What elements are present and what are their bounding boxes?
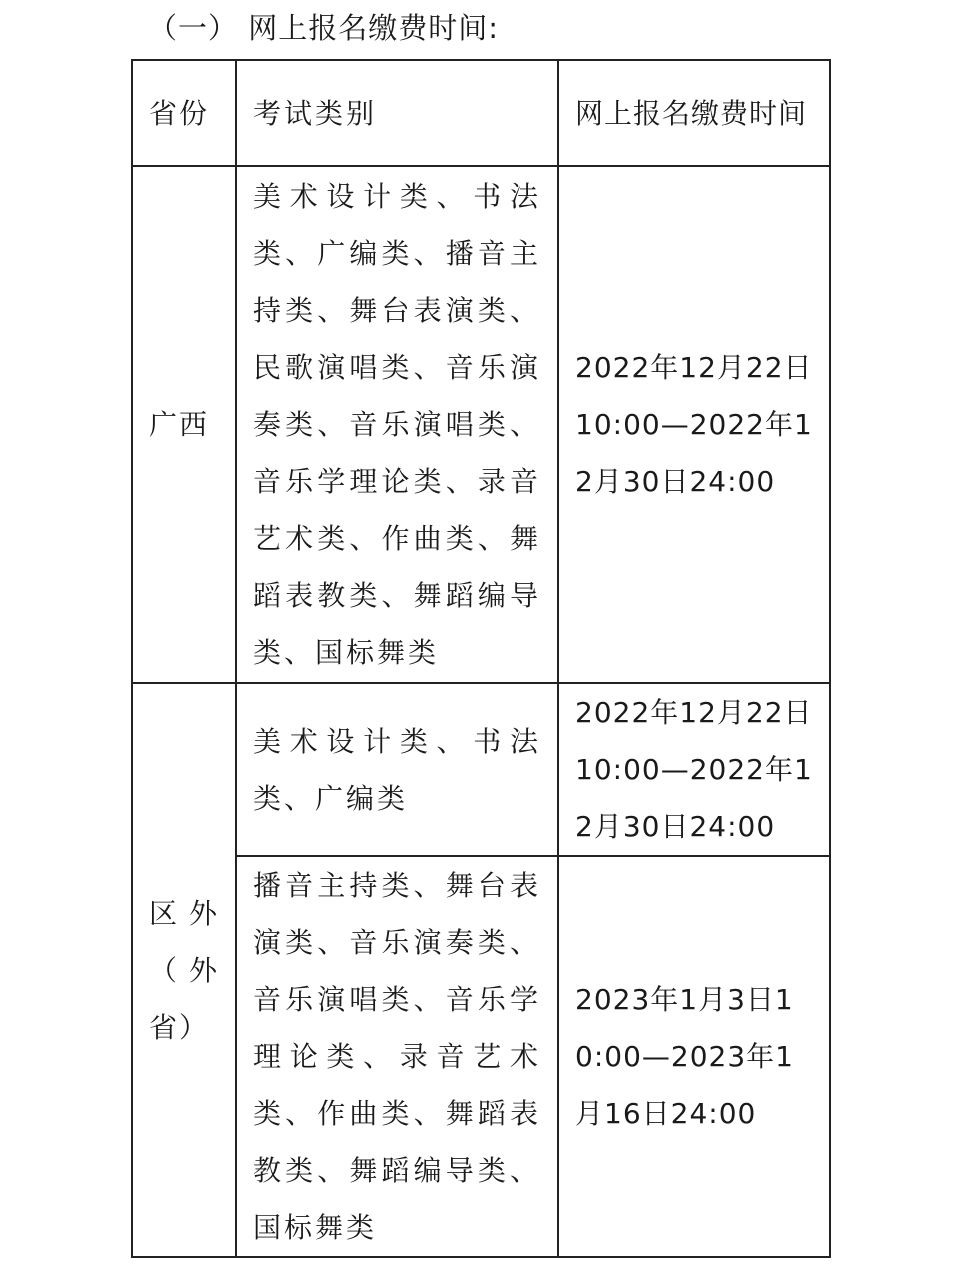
header-province-label: 省份 [149, 96, 210, 130]
time-outside-2 [558, 856, 830, 1257]
time-outside-1 [558, 683, 830, 856]
province-guangxi [132, 166, 236, 683]
time-outside-1-text: 2022年12月22日10:00—2022年12月30日24:00 [575, 696, 813, 843]
province-outside-label: 区外（外省） [149, 896, 219, 1044]
category-outside-2-text: 播音主持类、舞台表演类、音乐演奏类、音乐演唱类、音乐学理论类、录音艺术类、作曲类、舞蹈表教类、舞蹈编导类、国标舞类 [253, 869, 541, 1244]
table-header-row [132, 60, 830, 166]
header-time-label: 网上报名缴费时间 [575, 96, 808, 130]
category-guangxi-text: 美术设计类、书法类、广编类、播音主持类、舞台表演类、民歌演唱类、音乐演奏类、音乐演唱类、音乐学理论类、录音艺术类、作曲类、舞蹈表教类、舞蹈编导类、国标舞类 [253, 180, 541, 669]
category-outside-1 [236, 683, 558, 856]
table-row-outside-2 [132, 856, 830, 1257]
header-time [558, 60, 830, 166]
time-guangxi-text: 2022年12月22日10:00—2022年12月30日24:00 [575, 351, 813, 498]
header-category-label: 考试类别 [253, 96, 378, 130]
province-guangxi-label: 广西 [149, 408, 210, 441]
table-row-guangxi [132, 166, 830, 683]
registration-schedule-table [131, 59, 831, 1258]
time-outside-2-text: 2023年1月3日10:00—2023年1月16日24:00 [575, 983, 794, 1130]
table-row-outside-1 [132, 683, 830, 856]
province-outside [132, 683, 236, 1257]
category-outside-1-text: 美术设计类、书法类、广编类 [253, 724, 541, 815]
category-outside-2 [236, 856, 558, 1257]
category-guangxi [236, 166, 558, 683]
section-heading: （一） 网上报名缴费时间: [148, 11, 499, 45]
time-guangxi [558, 166, 830, 683]
header-province [132, 60, 236, 166]
header-category [236, 60, 558, 166]
